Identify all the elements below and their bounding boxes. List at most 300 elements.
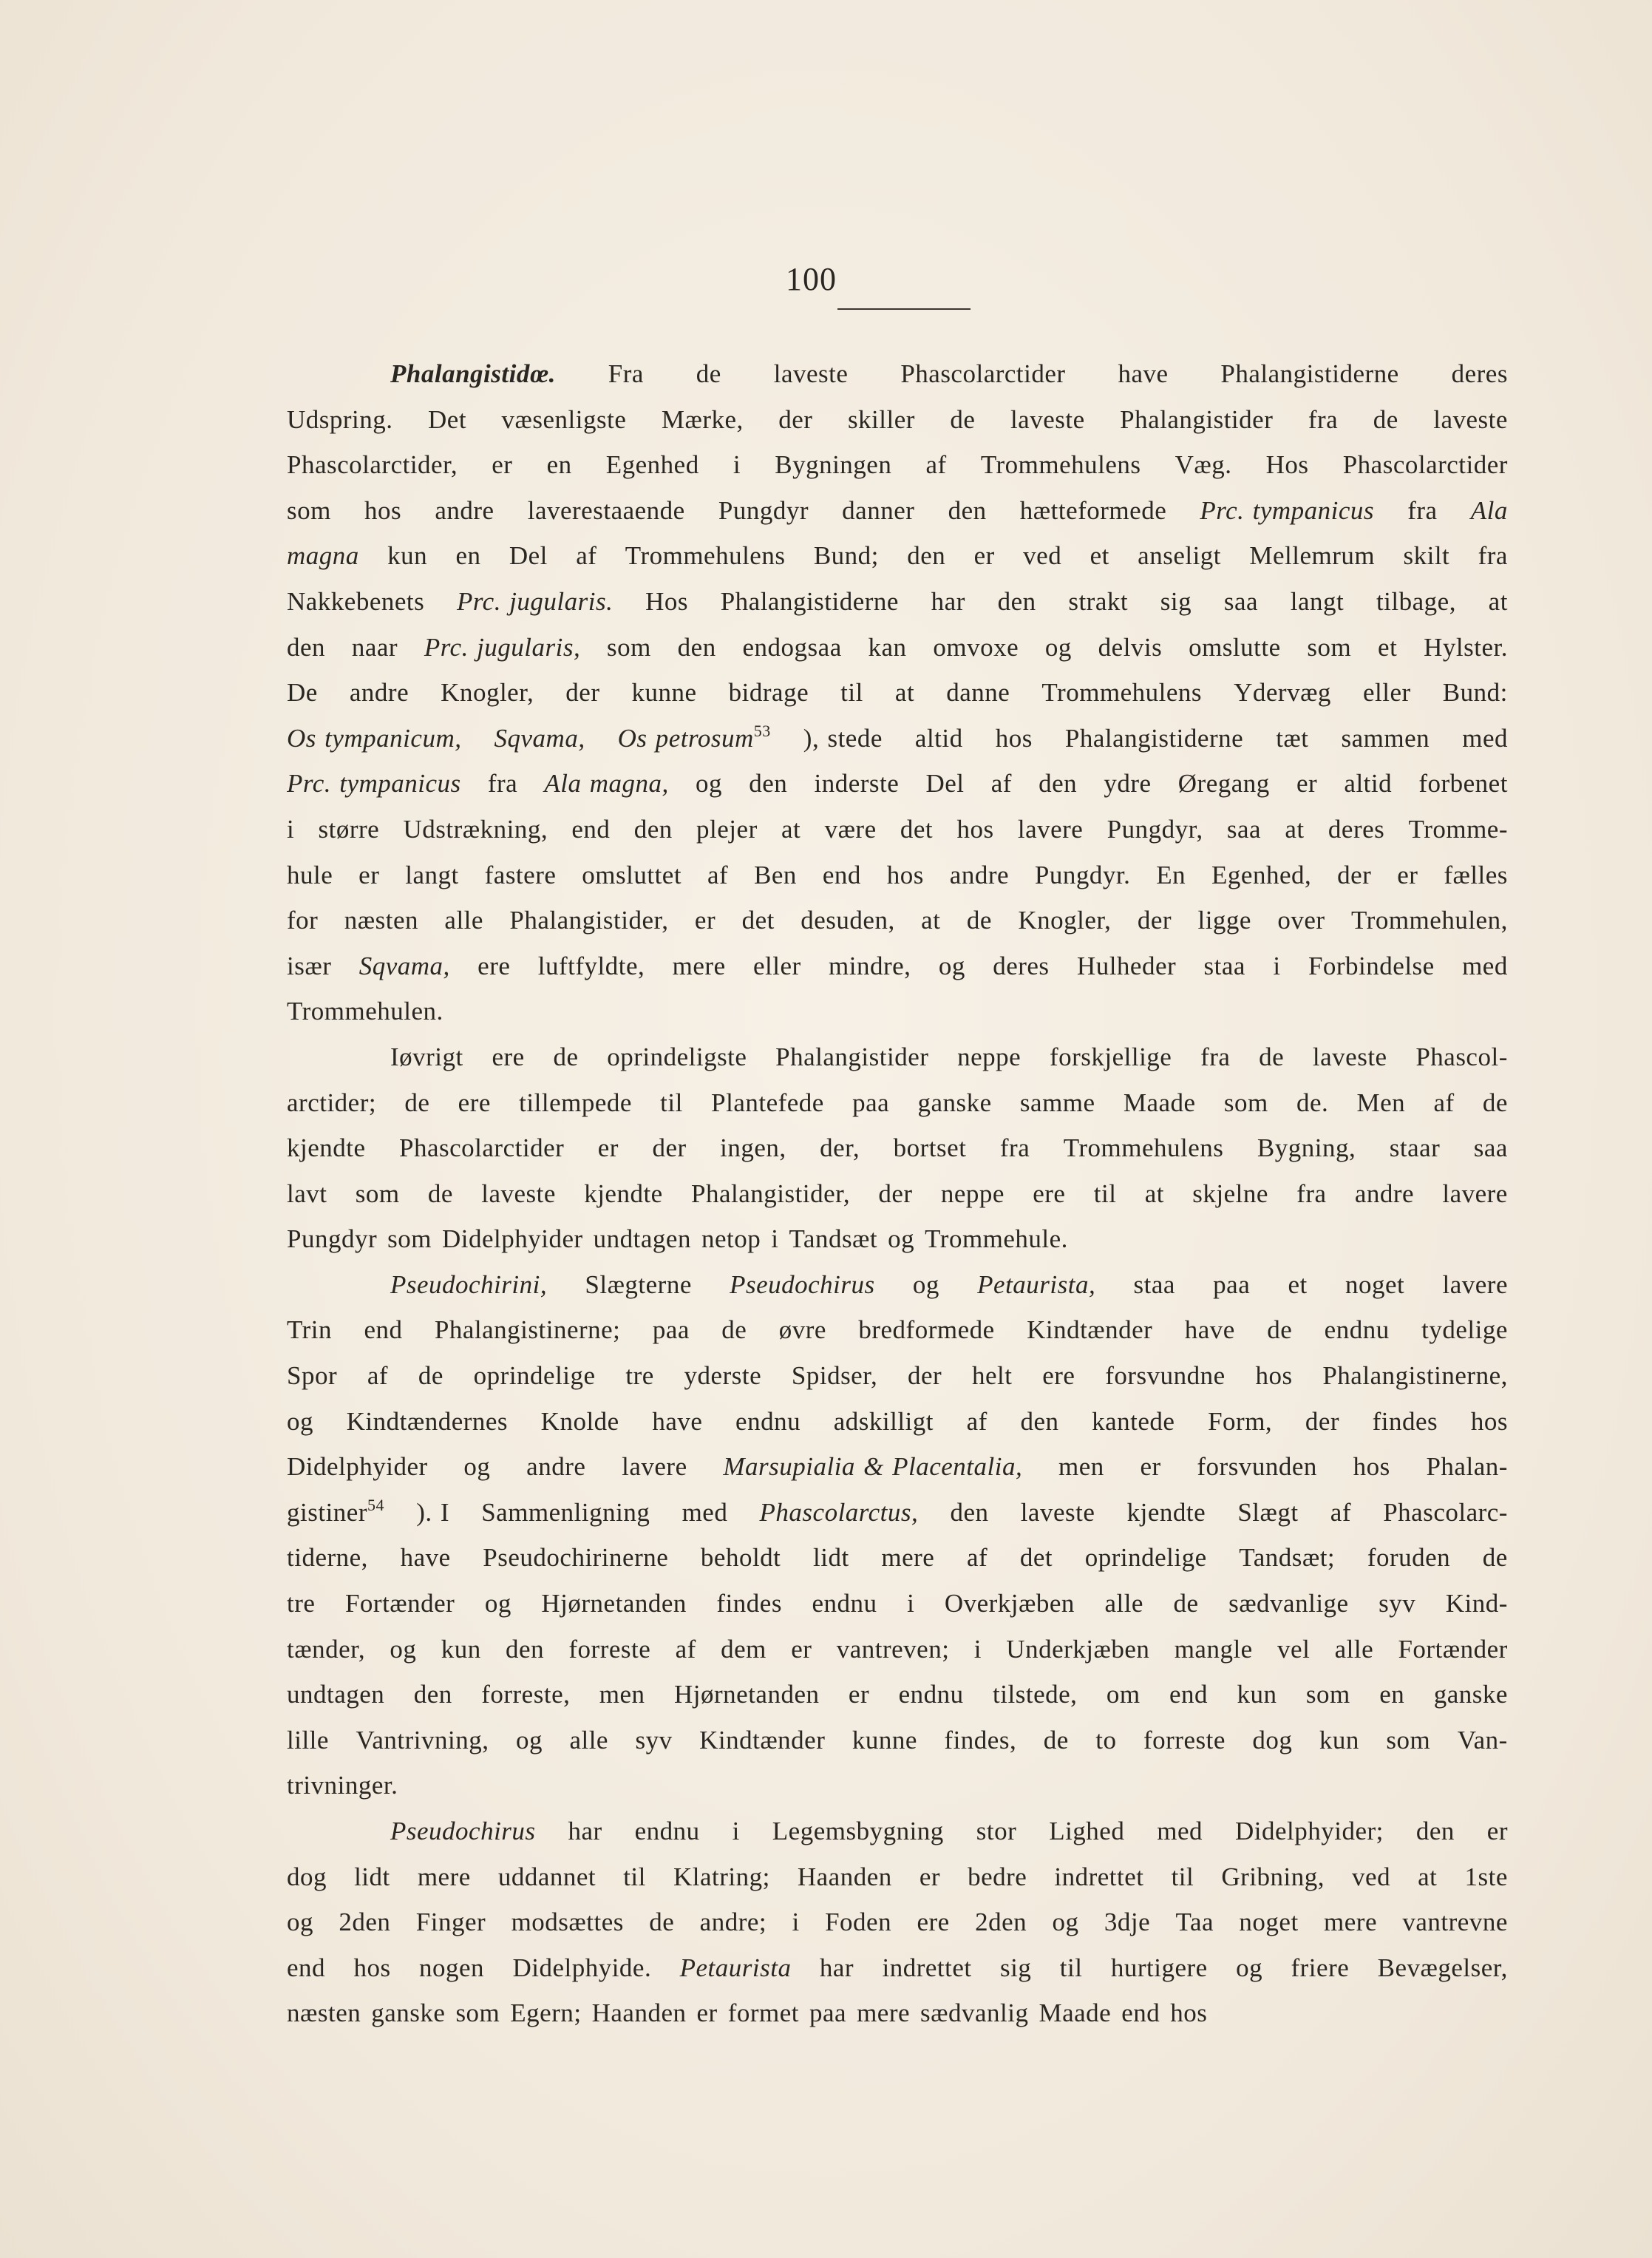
word: omvoxe xyxy=(933,632,1019,662)
word: af xyxy=(675,1634,696,1664)
word: de xyxy=(1173,1589,1199,1618)
word: sammen xyxy=(1341,723,1430,753)
word: kjendte xyxy=(584,1179,663,1208)
word: deres xyxy=(1328,814,1385,844)
word: Hylster. xyxy=(1424,632,1508,662)
word: laveste xyxy=(1433,404,1508,434)
text-line xyxy=(287,761,1508,807)
word: som xyxy=(1305,1680,1350,1709)
word: Trin xyxy=(287,1315,333,1345)
word: i xyxy=(907,1589,915,1618)
text-line xyxy=(287,1399,1508,1445)
word: deres xyxy=(1451,359,1508,388)
word: hule xyxy=(287,860,333,889)
word: sig xyxy=(1000,1953,1032,1982)
word: end xyxy=(1169,1680,1209,1709)
text-line xyxy=(287,1945,1508,1991)
word: at xyxy=(1144,1179,1164,1208)
word: ydre xyxy=(1104,769,1152,799)
text-line xyxy=(287,1307,1508,1353)
word: adskilligt xyxy=(833,1406,934,1436)
word: det xyxy=(1019,1543,1053,1573)
word: de xyxy=(950,404,976,434)
text-line xyxy=(287,442,1508,488)
text-line xyxy=(287,716,1508,762)
word: Pseudochirini, xyxy=(390,1269,548,1299)
word: et xyxy=(1090,541,1109,571)
word: lavt xyxy=(287,1179,327,1208)
word: andre xyxy=(435,495,494,525)
word: Maade xyxy=(1039,1998,1112,2028)
word: foruden xyxy=(1367,1543,1451,1573)
word: i xyxy=(287,814,295,844)
word: fra xyxy=(1200,1042,1231,1071)
word: andre xyxy=(949,860,1010,889)
text-line xyxy=(287,1262,1508,1308)
word: hos xyxy=(1170,1998,1208,2028)
word: Hjørnetanden xyxy=(541,1589,687,1618)
word: de xyxy=(404,1088,430,1117)
word: forreste xyxy=(1143,1725,1226,1754)
word: skilt xyxy=(1403,541,1450,571)
word: at xyxy=(1418,1862,1438,1891)
word: fra xyxy=(999,1133,1030,1163)
word: Phascol- xyxy=(1415,1042,1508,1071)
word: end xyxy=(1121,1998,1160,2028)
word: ere xyxy=(917,1908,950,1937)
body-text xyxy=(287,351,1508,2036)
word: af xyxy=(367,1361,389,1391)
word: kjendte xyxy=(1126,1497,1206,1527)
word: staa xyxy=(1203,951,1245,980)
word: Pungdyr, xyxy=(1107,814,1203,844)
word: Vantrivning, xyxy=(356,1725,489,1754)
word: eller xyxy=(752,951,801,980)
word: kan xyxy=(868,632,907,662)
word: deres xyxy=(993,951,1050,980)
word: Os petrosum$^{53}$ xyxy=(617,721,771,753)
word: tiderne, xyxy=(287,1543,368,1573)
word: af xyxy=(1433,1088,1455,1117)
word: anseligt xyxy=(1138,541,1222,571)
text-line xyxy=(287,397,1508,443)
word: ere xyxy=(492,1042,525,1071)
word: Tromme- xyxy=(1408,814,1508,844)
word: og xyxy=(938,951,965,980)
word: Finger xyxy=(415,1908,486,1937)
word: Plantefede xyxy=(711,1088,824,1117)
word: saa xyxy=(1226,814,1262,844)
word: Foden xyxy=(825,1908,892,1937)
word: og xyxy=(1236,1953,1263,1982)
word: Petaurista, xyxy=(977,1269,1096,1299)
word: er xyxy=(1397,860,1418,889)
word: Knogler, xyxy=(1018,906,1112,935)
word: lavere xyxy=(1442,1179,1508,1208)
word: større xyxy=(318,814,380,844)
text-line xyxy=(287,989,1508,1034)
word: og xyxy=(287,1908,313,1937)
word: Væg. xyxy=(1175,450,1232,480)
word: tre xyxy=(287,1589,316,1618)
word: er xyxy=(1140,1452,1161,1482)
word: noget xyxy=(1239,1908,1299,1937)
word: den xyxy=(749,769,788,799)
word: hos xyxy=(886,860,924,889)
word: Tandsæt; xyxy=(1239,1543,1336,1573)
text-line xyxy=(287,1216,1508,1262)
word: trivninger. xyxy=(287,1771,398,1800)
word: ere xyxy=(477,951,511,980)
word: forreste, xyxy=(481,1680,571,1709)
word: en xyxy=(455,541,481,571)
word: de xyxy=(696,359,721,388)
word: de xyxy=(1267,1315,1293,1345)
word: Udstrækning, xyxy=(403,814,548,844)
word: Underkjæben xyxy=(1006,1634,1150,1664)
word: vantrevne xyxy=(1402,1908,1508,1937)
word: magna xyxy=(287,541,359,571)
word: nogen xyxy=(418,1953,485,1982)
word: Phalangistinerne; xyxy=(434,1315,621,1345)
word: tre xyxy=(625,1361,654,1391)
word: Phalangistiderne xyxy=(720,586,899,616)
word: Haanden xyxy=(591,1998,687,2028)
word: Trommehulens xyxy=(1041,678,1203,708)
word: den xyxy=(287,632,326,662)
word: Prc. tympanicus xyxy=(287,769,461,799)
word: friere xyxy=(1291,1953,1350,1982)
word: Sammenligning xyxy=(481,1497,650,1527)
word: inderste xyxy=(814,769,900,799)
word: Marsupialia & Placentalia, xyxy=(723,1452,1023,1482)
text-line xyxy=(287,670,1508,716)
word: i xyxy=(1273,951,1281,980)
word: Prc. jugularis. xyxy=(456,586,613,616)
word: den xyxy=(997,586,1036,616)
text-line xyxy=(287,1854,1508,1900)
word: Mellemrum xyxy=(1249,541,1376,571)
text-line xyxy=(287,1034,1508,1080)
word: bortset xyxy=(893,1133,967,1163)
word: mere xyxy=(672,951,726,980)
word: de xyxy=(966,906,992,935)
word: Bygning, xyxy=(1257,1133,1356,1163)
word: Egenhed xyxy=(605,450,699,480)
word: den xyxy=(1039,769,1078,799)
word: i xyxy=(732,450,741,480)
word: den xyxy=(948,495,987,525)
word: de. xyxy=(1296,1088,1329,1117)
word: og xyxy=(1052,1908,1079,1937)
word: den xyxy=(1020,1406,1059,1436)
text-line xyxy=(287,1444,1508,1490)
word: fra xyxy=(487,769,518,799)
word: i xyxy=(732,1817,740,1845)
word: mere xyxy=(881,1543,935,1573)
word: hos xyxy=(956,814,994,844)
word: Phascolarctus, xyxy=(759,1497,919,1527)
word: det xyxy=(900,814,934,844)
word: Phalangistider xyxy=(775,1042,929,1071)
word: og xyxy=(287,1406,313,1436)
word: Phascolarctider xyxy=(1342,450,1508,480)
word: Egern; xyxy=(510,1998,582,2028)
word: der xyxy=(908,1361,942,1391)
word: den xyxy=(1415,1817,1455,1845)
word: skjelne xyxy=(1192,1179,1268,1208)
word: de xyxy=(1482,1543,1508,1573)
word: Udspring. xyxy=(287,404,393,434)
word: tilstede, xyxy=(993,1680,1078,1709)
word: ganske xyxy=(917,1088,992,1117)
word: noget xyxy=(1345,1269,1405,1299)
word: de xyxy=(649,1908,675,1937)
word: et xyxy=(1378,632,1398,662)
word: ere xyxy=(1042,1361,1075,1391)
page-number: 100 xyxy=(786,261,837,297)
word: andre; xyxy=(699,1908,767,1937)
text-line xyxy=(287,625,1508,671)
word: og xyxy=(912,1269,939,1299)
word: en xyxy=(1379,1680,1405,1709)
word: at xyxy=(921,906,941,935)
word: kun xyxy=(1237,1680,1277,1709)
word: Pungdyr xyxy=(287,1224,378,1254)
word: ere xyxy=(458,1088,491,1117)
word: helt xyxy=(971,1361,1013,1391)
word: øvre xyxy=(778,1315,826,1345)
word: Lighed xyxy=(1049,1817,1125,1845)
word: til xyxy=(1059,1953,1083,1982)
word: Trommehulens xyxy=(980,450,1141,480)
word: fra xyxy=(1296,1179,1327,1208)
word: et xyxy=(1288,1269,1308,1299)
word: Didelphyider xyxy=(287,1452,428,1482)
word: laveste xyxy=(1312,1042,1387,1071)
word: kunne xyxy=(631,678,697,708)
word: end xyxy=(571,814,611,844)
word: endnu xyxy=(898,1680,964,1709)
word: de xyxy=(553,1042,579,1071)
word: andre xyxy=(526,1452,586,1482)
word: to xyxy=(1095,1725,1117,1754)
word: den xyxy=(506,1634,545,1664)
word: der, xyxy=(820,1133,860,1163)
word: være xyxy=(824,814,877,844)
word: hætteformede xyxy=(1019,495,1167,525)
word: der xyxy=(565,678,600,708)
word: Pungdyr xyxy=(718,495,809,525)
word: findes xyxy=(1372,1406,1438,1436)
word: ved xyxy=(1023,541,1062,571)
word: ganske xyxy=(371,1998,446,2028)
word: forreste xyxy=(568,1634,651,1664)
word: Iøvrigt xyxy=(390,1042,463,1071)
word: Phalangistider, xyxy=(691,1179,851,1208)
word: har xyxy=(819,1953,854,1982)
word: for xyxy=(287,906,319,935)
word: bidrage xyxy=(728,678,809,708)
word: staa xyxy=(1133,1269,1175,1299)
word: oprindelige xyxy=(1084,1543,1207,1573)
word: i xyxy=(973,1634,982,1664)
word: end xyxy=(287,1953,326,1982)
text-line xyxy=(287,1990,1508,2036)
word: findes, xyxy=(944,1725,1017,1754)
word: er xyxy=(848,1680,870,1709)
word: syv xyxy=(1379,1589,1416,1618)
word: Trommehulen. xyxy=(287,997,443,1026)
word: Del xyxy=(509,541,548,571)
word: de xyxy=(1482,1088,1508,1117)
word: og xyxy=(390,1634,417,1664)
word: 2den xyxy=(339,1908,391,1937)
word: Pseudochirus xyxy=(730,1269,875,1299)
word: til xyxy=(840,678,863,708)
word: Fortænder xyxy=(344,1589,455,1618)
word: med xyxy=(681,1497,728,1527)
word: Didelphyider xyxy=(441,1224,583,1254)
word: at xyxy=(781,814,801,844)
word: hos xyxy=(995,723,1033,753)
word: have xyxy=(400,1543,451,1573)
word: ), stede xyxy=(803,723,883,753)
word: Hulheder xyxy=(1076,951,1177,980)
word: ligge xyxy=(1197,906,1251,935)
word: at xyxy=(894,678,915,708)
word: mere xyxy=(1324,1908,1377,1937)
text-line xyxy=(287,1627,1508,1672)
word: delvis xyxy=(1098,632,1163,662)
word: en xyxy=(546,450,572,480)
word: som xyxy=(1307,632,1352,662)
word: indrettet xyxy=(1054,1862,1144,1891)
text-line xyxy=(287,488,1508,534)
word: de xyxy=(427,1179,453,1208)
word: som xyxy=(1223,1088,1268,1117)
word: paa xyxy=(809,1998,847,2028)
word: ganske xyxy=(1433,1680,1508,1709)
word: fastere xyxy=(484,860,557,889)
word: er xyxy=(791,1634,812,1664)
word: bedre xyxy=(968,1862,1027,1891)
word: laveste xyxy=(1020,1497,1095,1527)
word: af xyxy=(966,1406,988,1436)
word: forskjellige xyxy=(1049,1042,1172,1071)
word: lavere xyxy=(1442,1269,1508,1299)
word: laveste xyxy=(481,1179,556,1208)
word: lavere xyxy=(1017,814,1084,844)
word: Phascolarctider xyxy=(399,1133,565,1163)
text-line xyxy=(287,1718,1508,1763)
word: til xyxy=(660,1088,683,1117)
word: den xyxy=(633,814,673,844)
word: til xyxy=(623,1862,646,1891)
word: end xyxy=(364,1315,403,1345)
word: Phascolarctider xyxy=(900,359,1066,388)
word: Kindtændernes xyxy=(346,1406,509,1436)
word: oprindeligste xyxy=(607,1042,747,1071)
word: 2den xyxy=(975,1908,1027,1937)
word: Bevægelser, xyxy=(1377,1953,1508,1982)
word: Pseudochirinerne xyxy=(483,1543,669,1573)
word: Hos xyxy=(645,586,688,616)
word: den xyxy=(677,632,716,662)
word: lille xyxy=(287,1725,329,1754)
word: Det xyxy=(428,404,467,434)
word: Bund; xyxy=(813,541,879,571)
word: Klatring; xyxy=(673,1862,770,1891)
word: Taa xyxy=(1175,1908,1214,1937)
word: hos xyxy=(353,1953,391,1982)
word: luftfyldte, xyxy=(537,951,645,980)
word: væsenligste xyxy=(501,404,627,434)
word: neppe xyxy=(940,1179,1005,1208)
word: ere xyxy=(1033,1179,1066,1208)
word: Gribning, xyxy=(1221,1862,1325,1891)
word: gistiner$^{54}$ xyxy=(287,1495,384,1527)
word: især xyxy=(287,951,332,980)
word: laveste xyxy=(1010,404,1085,434)
word: endogsaa xyxy=(742,632,842,662)
word: og xyxy=(1044,632,1072,662)
word: altid xyxy=(1344,769,1393,799)
word: næsten xyxy=(344,906,418,935)
word: der xyxy=(1337,860,1372,889)
word: har xyxy=(568,1817,602,1845)
word: fra xyxy=(1407,495,1438,525)
word: Trommehulen, xyxy=(1351,906,1508,935)
word: forsvunden xyxy=(1197,1452,1317,1482)
text-line xyxy=(287,852,1508,898)
word: som xyxy=(607,632,651,662)
word: undtagen xyxy=(287,1680,385,1709)
word: modsættes xyxy=(511,1908,624,1937)
word: Sqvama, xyxy=(358,951,450,980)
word: Nakkebenets xyxy=(287,586,425,616)
word: og xyxy=(463,1452,491,1482)
word: langt xyxy=(1290,586,1345,616)
word: danne xyxy=(946,678,1010,708)
word: Phascolarctider, xyxy=(287,450,458,480)
text-line xyxy=(287,1125,1508,1171)
word: vantreven; xyxy=(836,1634,950,1664)
word: 1ste xyxy=(1464,1862,1508,1891)
word: kun xyxy=(441,1634,481,1664)
word: En xyxy=(1156,860,1186,889)
word: endnu xyxy=(1324,1315,1390,1345)
word: endnu xyxy=(735,1406,801,1436)
word: Os tympanicum, xyxy=(287,723,462,753)
word: Kind- xyxy=(1445,1589,1508,1618)
text-line xyxy=(287,1490,1508,1536)
word: omslutte xyxy=(1189,632,1281,662)
word: tillempede xyxy=(519,1088,632,1117)
word: de xyxy=(1373,404,1398,434)
word: strakt xyxy=(1068,586,1129,616)
word: undtagen xyxy=(593,1224,691,1254)
word: og xyxy=(696,769,723,799)
word: hos xyxy=(1470,1406,1508,1436)
word: laveste xyxy=(773,359,849,388)
word: Van- xyxy=(1457,1725,1508,1754)
word: er xyxy=(358,860,380,889)
word: Hjørnetanden xyxy=(674,1680,820,1709)
word: saa xyxy=(1473,1133,1508,1163)
word: er xyxy=(1296,769,1318,799)
word: forsvundne xyxy=(1105,1361,1226,1391)
